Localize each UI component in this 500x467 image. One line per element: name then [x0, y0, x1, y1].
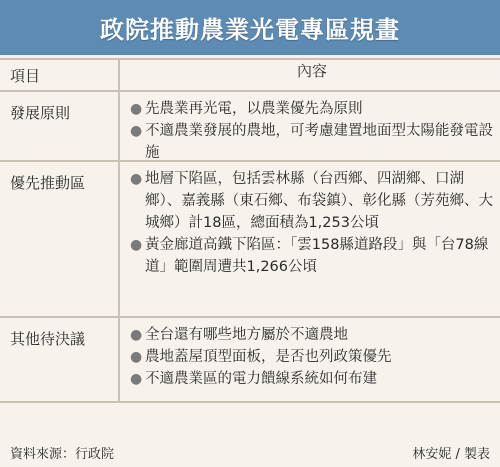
list-item [130, 98, 494, 120]
list-item [130, 168, 494, 234]
row-label [0, 162, 120, 316]
bullet-icon: ● [130, 349, 143, 365]
bullet-text: 不適農業發展的農地，可考慮建置地面型太陽能發電設施 [145, 123, 493, 161]
row-label-text: 優先推動區 [10, 174, 86, 192]
table-row [0, 162, 500, 318]
header-item-label: 項目 [10, 66, 41, 85]
list-item [130, 346, 494, 368]
list-item [130, 120, 494, 164]
row-label-text: 發展原則 [10, 104, 71, 122]
bullet-text: 農地蓋屋頂型面板，是否也列政策優先 [145, 349, 392, 365]
row-label [0, 318, 120, 401]
row-content [120, 92, 500, 160]
source-note: 資料來源：行政院 [10, 446, 115, 462]
row-label [0, 92, 120, 160]
list-item [130, 368, 494, 390]
table-header [0, 60, 500, 92]
bullet-text: 黃金廊道高鐵下陷區：「雲158縣道路段」與「台78線道」範圍周遭共1,266公頃 [145, 237, 489, 275]
header-content-label: 內容 [296, 62, 327, 80]
title-bar [0, 0, 500, 55]
policy-table [0, 58, 500, 403]
page-title: 政院推動農業光電專區規畫 [100, 16, 400, 44]
list-item [130, 324, 494, 346]
bullet-icon: ● [130, 101, 143, 117]
bullet-text: 地層下陷區，包括雲林縣（台西鄉、四湖鄉、口湖鄉）、嘉義縣（東石鄉、布袋鎮）、彰化縣（芳苑鄉、大城鄉）計18區，總面積為1,253公頃 [145, 171, 493, 231]
bullet-icon: ● [130, 237, 143, 253]
footer [0, 437, 500, 467]
bullet-icon: ● [130, 171, 143, 187]
list-item [130, 234, 494, 278]
table-row [0, 92, 500, 162]
bullet-icon: ● [130, 123, 143, 139]
bullet-text: 不適農業區的電力饋線系統如何布建 [145, 371, 377, 387]
header-content [120, 60, 500, 90]
bullet-icon: ● [130, 371, 143, 387]
row-label-text: 其他待決議 [10, 330, 86, 348]
bullet-text: 先農業再光電，以農業優先為原則 [145, 101, 363, 117]
header-item [0, 60, 120, 90]
table-row [0, 318, 500, 403]
bullet-icon: ● [130, 327, 143, 343]
credit-note: 林安妮 / 製表 [412, 446, 490, 462]
bullet-text: 全台還有哪些地方屬於不適農地 [145, 327, 348, 343]
row-content [120, 162, 500, 316]
row-content [120, 318, 500, 401]
